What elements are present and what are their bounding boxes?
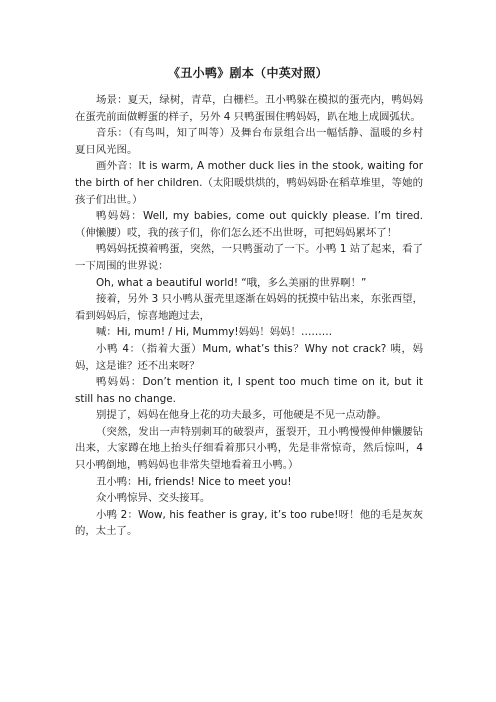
paragraph-duckling-1-hatches: 鸭妈妈抚摸着鸭蛋，突然，一只鸭蛋动了一下。小鸭 1 站了起来，看了一下周围的世界说： <box>75 243 423 272</box>
paragraph-mother-reply-cn: 别提了，妈妈在他身上花的功夫最多，可他硬是不见一点动静。 <box>96 409 387 422</box>
paragraph-ugly-duckling-greeting: 丑小鸭：Hi, friends! Nice to meet you! <box>96 475 292 488</box>
paragraph-mother-duck-line: 鸭妈妈：Well, my babies, come out quickly please. I’m tired.（伸懒腰）哎，我的孩子们，你们怎么还不出世呀，可把妈妈累坏了！ <box>75 210 423 239</box>
document-body <box>75 92 423 540</box>
document-title: 《丑小鸭》剧本（中英对照） <box>168 66 328 80</box>
paragraph-duckling-4: 小鸭 4：（指着大蛋）Mum, what’s this？Why not crack? 咦，妈妈，这是谁？还不出来呀？ <box>75 342 423 372</box>
paragraph-hi-mum: 喊：Hi, mum! / Hi, Mummy!妈妈！妈妈！……… <box>96 326 333 339</box>
paragraph-ugly-duckling-hatches: （突然，发出一声特别刺耳的破裂声，蛋裂开，丑小鸭慢慢伸伸懒腰钻出来，大家蹲在地上抬头仔细看着那只小鸭，先是非常惊奇，然后惊叫，4 只小鸭倒地，鸭妈妈也非常失望地看着丑小鸭。） <box>75 425 423 472</box>
paragraph-scene: 场景：夏天，绿树，青草，白栅栏。丑小鸭躲在模拟的蛋壳内，鸭妈妈在蛋壳前面做孵蛋的样子，另外 4 只鸭蛋围住鸭妈妈，趴在地上成圆弧状。 <box>75 94 423 123</box>
paragraph-music: 音乐：（有鸟叫，知了叫等）及舞台布景组合出一幅恬静、温暖的乡村夏日风光图。 <box>75 127 423 156</box>
paragraph-voiceover: 画外音：It is warm, A mother duck lies in the stook, waiting for the birth of her children.（太阳暖烘烘的，鸭妈妈卧在稻草堆里，等她的孩子们出世。） <box>75 160 423 206</box>
paragraph-beautiful-world: Oh, what a beautiful world! “哦，多么美丽的世界啊！” <box>96 276 367 289</box>
paragraph-mother-reply: 鸭妈妈：Don’t mention it, I spent too much time on it, but it still has no change. <box>75 376 423 405</box>
paragraph-duckling-2: 小鸭 2：Wow, his feather is gray, it’s too rube!呀！他的毛是灰灰的，太土了。 <box>75 508 423 538</box>
paragraph-other-ducklings: 接着，另外 3 只小鸭从蛋壳里逐渐在妈妈的抚摸中钻出来，东张西望，看到妈妈后，惊喜地跑过去， <box>75 293 423 322</box>
paragraph-ducklings-whisper: 众小鸭惊异、交头接耳。 <box>96 492 211 505</box>
